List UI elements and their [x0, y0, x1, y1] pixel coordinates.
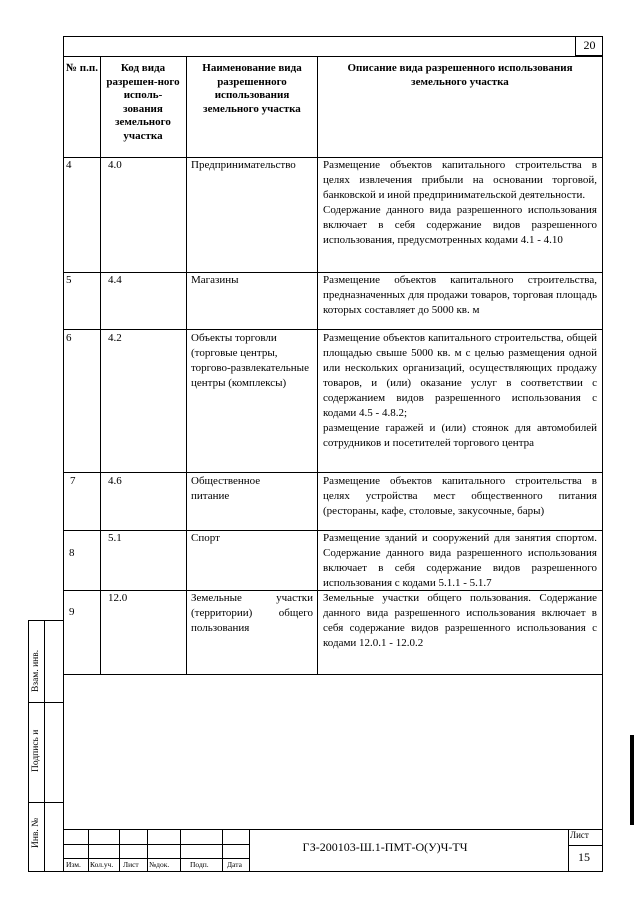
- side-stamp-divider: [44, 620, 45, 872]
- header-num: № п.п.: [66, 62, 98, 74]
- row-description: [323, 474, 597, 519]
- stamp-label-kol-uch: Кол.уч.: [90, 860, 114, 869]
- description-paragraph: Размещение объектов капитального строительства в целях устройства мест общественного питания (рестораны, кафе, столовые, закусочные, бары): [323, 475, 597, 517]
- side-label-replace-inv: Взам. инв.: [31, 649, 41, 692]
- row-code: 4.0: [108, 159, 122, 171]
- row-name: Общественное питание: [191, 475, 261, 502]
- row-description: [323, 273, 597, 318]
- stamp-col-line: [180, 829, 181, 872]
- stamp-label-doc: №док.: [149, 860, 170, 869]
- row-code: 12.0: [108, 592, 128, 604]
- row-num: 9: [69, 606, 75, 618]
- side-label-signature: Подпись и: [31, 729, 41, 772]
- side-label-inv-number: Инв. №: [31, 817, 41, 848]
- row-name: Спорт: [191, 532, 220, 544]
- page-number-box: [575, 36, 603, 56]
- description-paragraph: Содержание данного вида разрешенного использования включает в себя содержание видов разрешенного использования, предусмотренных кодами 4.1 - 4.10: [323, 204, 597, 246]
- sheet-number: 15: [578, 850, 590, 864]
- row-description: [323, 591, 597, 651]
- stamp-col-line: [88, 829, 89, 872]
- stamp-label-list: Лист: [123, 860, 139, 869]
- side-stamp-line: [28, 702, 63, 703]
- document-code: ГЗ-200103-Ш.1-ПМТ-О(У)Ч-ТЧ: [302, 840, 468, 854]
- row-num: 4: [66, 159, 72, 171]
- header-description: Описание вида разрешенного использования земельного участка: [347, 62, 573, 88]
- row-code: 4.4: [108, 274, 122, 286]
- description-paragraph: размещение гаражей и (или) стоянок для автомобилей сотрудников и посетителей торгового центра: [323, 422, 597, 449]
- stamp-grid-line: [568, 845, 603, 846]
- row-name: Объекты торговли (торговые центры, торгово-развлекательные центры (комплексы): [191, 332, 309, 389]
- description-paragraph: Размещение зданий и сооружений для занятия спортом. Содержание данного вида разрешенного использования включает в себя содержание видов разрешенного использования с кодами 5.1.1 - 5.1.7: [323, 532, 597, 589]
- row-name: Предпринимательство: [191, 159, 296, 171]
- header-code: Код вида разрешен-ного исполь-зования земельного участка: [106, 62, 180, 142]
- row-description: [323, 158, 597, 248]
- row-description: [323, 531, 597, 591]
- table-top-line: [63, 56, 603, 57]
- description-paragraph: Размещение объектов капитального строительства в целях извлечения прибыли на основании торговой, банковской и иной предпринимательской деятельности.: [323, 159, 597, 201]
- stamp-col-line: [119, 829, 120, 872]
- table-bottom-line: [63, 674, 603, 675]
- stamp-col-line: [222, 829, 223, 872]
- row-line: [63, 472, 603, 473]
- col-line-3: [317, 56, 318, 674]
- row-name: Земельные участки (территории) общего пользования: [191, 592, 313, 634]
- row-num: 7: [70, 475, 76, 487]
- row-line: [63, 329, 603, 330]
- row-code: 4.2: [108, 332, 122, 344]
- stamp-col-line: [568, 829, 569, 872]
- sheet-label: Лист: [570, 830, 589, 840]
- header-name: Наименование вида разрешенного использования земельного участка: [202, 62, 302, 115]
- stamp-label-date: Дата: [227, 860, 242, 869]
- row-description: [323, 331, 597, 451]
- stamp-label-izm: Изм.: [66, 860, 81, 869]
- col-line-1: [100, 56, 101, 674]
- row-num: 8: [69, 547, 75, 559]
- side-stamp-line: [28, 802, 63, 803]
- row-num: 5: [66, 274, 72, 286]
- row-name: Магазины: [191, 274, 239, 286]
- description-paragraph: Размещение объектов капитального строительства, общей площадью свыше 5000 кв. м с целью размещения одной или нескольких организаций, осуществляющих продажу товаров, и (или) оказание услуг в соответствии с содержанием видов разрешенного использования с кодами 4.5 - 4.8.2;: [323, 332, 597, 419]
- description-paragraph: Земельные участки общего пользования. Содержание данного вида разрешенного использования включает в себя содержание видов разрешенного использования с кодами 12.0.1 - 12.0.2: [323, 592, 597, 649]
- stamp-label-podp: Подп.: [190, 860, 209, 869]
- page-number: 20: [583, 38, 596, 52]
- row-code: 4.6: [108, 475, 122, 487]
- col-line-2: [186, 56, 187, 674]
- row-num: 6: [66, 332, 72, 344]
- stamp-top-line: [63, 829, 603, 830]
- stamp-col-line: [147, 829, 148, 872]
- description-paragraph: Размещение объектов капитального строительства, предназначенных для продажи товаров, торговая площадь которых составляет до 5000 кв. м: [323, 274, 597, 316]
- row-code: 5.1: [108, 532, 122, 544]
- binding-mark: [630, 735, 634, 825]
